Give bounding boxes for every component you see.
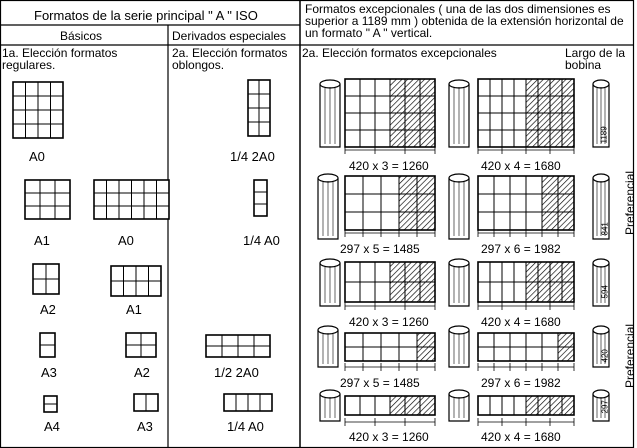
exc-row4-right-cell	[542, 333, 558, 347]
regular-formats-subheading: 1a. Elección formatos regulares.	[2, 46, 118, 72]
basic-a0-right-cell	[132, 180, 145, 193]
roll-length-1189-top	[593, 80, 609, 88]
exc-row1-left-cell	[405, 96, 420, 113]
basic-a1-left-cell	[40, 206, 55, 219]
basic-a0-top-cell	[38, 82, 51, 96]
roll-length-420-top	[593, 326, 609, 334]
derived-quarter-a0-lower-cell	[236, 394, 248, 411]
exc-row1-right-cell	[514, 96, 526, 113]
exc-row2-left-cell	[417, 176, 435, 194]
basic-label-a2-left: A2	[40, 302, 56, 317]
exc-row2-right-cell	[526, 194, 542, 212]
exc-row1-left-cell	[375, 130, 390, 147]
exc-row4-right-cell	[542, 347, 558, 361]
basic-label-a1-right: A1	[126, 302, 142, 317]
exc-row3-left-cell	[405, 282, 420, 302]
exc-row2-left-cell	[417, 194, 435, 212]
basic-a2-right-cell	[126, 333, 141, 345]
derived-quarter-a0-upper-cell	[254, 180, 267, 192]
basic-a0-right-cell	[94, 193, 107, 206]
exc-row2-right-cell	[558, 176, 574, 194]
basic-a0-right-cell	[94, 180, 107, 193]
basic-a0-top-cell	[38, 124, 51, 138]
exc-row1-left-cell	[345, 96, 360, 113]
exc-row1-right-cell	[526, 113, 538, 130]
preferencial-label-lower: Preferencial	[623, 323, 637, 388]
exc-row1-right-cell	[478, 130, 490, 147]
exc-row1-right-cell	[490, 79, 502, 96]
exc-row1-left-cell	[360, 130, 375, 147]
roll-row3-right-top	[449, 259, 469, 267]
exc-row2-left-cell	[381, 194, 399, 212]
derived-half-2a0-cell	[206, 346, 222, 357]
roll-row3-left-top	[320, 259, 340, 267]
exc-row2-right-cell	[558, 194, 574, 212]
basic-a0-top-cell	[38, 96, 51, 110]
exc-row2-right-cell	[526, 212, 542, 230]
exc-row2-right-cell	[526, 176, 542, 194]
exc-row1-right-cell	[562, 113, 574, 130]
derived-quarter-2a0-cell	[259, 94, 270, 108]
exc-row3-left-cell	[375, 262, 390, 282]
exc-row4-right-cell	[478, 333, 494, 347]
basic-a0-top-cell	[13, 96, 26, 110]
exc-row3-right-cell	[490, 282, 502, 302]
derived-label-quarter-a0-lower: 1/4 A0	[227, 419, 264, 434]
roll-number-1189: 1189	[599, 126, 609, 144]
exc-row4-left-cell	[345, 333, 363, 347]
exc-row5-left-cell	[375, 396, 390, 415]
basic-a0-right-cell	[107, 206, 120, 219]
exc-row2-right-cell	[542, 212, 558, 230]
exc-row4-left-cell	[399, 333, 417, 347]
exc-row1-left-cell	[405, 79, 420, 96]
basic-a0-top-cell	[26, 124, 39, 138]
exc-row3-right-cell	[502, 282, 514, 302]
exc-row2-right-cell	[510, 212, 526, 230]
basic-a0-right-cell	[157, 180, 170, 193]
exc-row2-left-cell	[363, 176, 381, 194]
dim-label-row4-right: 297 x 6 = 1982	[481, 376, 561, 390]
exc-row1-left-cell	[390, 113, 405, 130]
exc-row2-left-cell	[381, 212, 399, 230]
exc-row5-left-cell	[360, 396, 375, 415]
exc-row4-right-cell	[478, 347, 494, 361]
basic-a1-left-cell	[55, 206, 70, 219]
basic-a1-right-cell	[136, 281, 149, 296]
exc-row4-left-cell	[417, 333, 435, 347]
basic-a1-left-cell	[25, 193, 40, 206]
derived-quarter-2a0-cell	[248, 94, 259, 108]
basic-a2-left-cell	[46, 264, 59, 279]
exc-row1-right-cell	[502, 113, 514, 130]
basic-a0-right-cell	[107, 193, 120, 206]
derived-quarter-a0-lower-cell	[248, 394, 260, 411]
exc-row1-right-cell	[538, 113, 550, 130]
exc-row4-left-cell	[399, 347, 417, 361]
exc-row2-right-cell	[478, 194, 494, 212]
exc-row3-right-cell	[538, 262, 550, 282]
exc-row1-left-cell	[420, 79, 435, 96]
exceptional-heading: Formatos excepcionales ( una de las dos dimensiones es superior a 1189 mm ) obtenida de la extensión horizontal de un formato " A " vertical.	[305, 2, 624, 40]
exc-row4-left-cell	[381, 333, 399, 347]
exc-row1-right-cell	[502, 79, 514, 96]
exc-row1-right-cell	[550, 113, 562, 130]
exc-row3-right-cell	[550, 262, 562, 282]
exc-row2-right-cell	[494, 176, 510, 194]
exc-row1-right-cell	[490, 96, 502, 113]
basic-a3-left-cell	[40, 345, 55, 357]
derived-quarter-2a0-cell	[248, 108, 259, 122]
exc-row5-right-cell	[538, 396, 550, 415]
exc-row4-right-cell	[526, 347, 542, 361]
basic-a0-right-cell	[157, 206, 170, 219]
roll-row4-right-top	[449, 326, 469, 334]
derived-half-2a0-cell	[222, 346, 238, 357]
basic-a0-right-cell	[157, 193, 170, 206]
basic-a0-right-cell	[144, 180, 157, 193]
basic-a0-top-cell	[13, 110, 26, 124]
basic-a2-right-cell	[126, 345, 141, 357]
exc-row2-right-cell	[494, 194, 510, 212]
exc-row2-right-cell	[494, 212, 510, 230]
exc-row4-left-cell	[417, 347, 435, 361]
exc-row1-left-cell	[375, 113, 390, 130]
roll-number-594: 594	[600, 285, 610, 299]
dim-label-row5-right: 420 x 4 = 1680	[481, 430, 561, 444]
exc-row1-right-cell	[538, 96, 550, 113]
exc-row4-right-cell	[494, 333, 510, 347]
derived-quarter-a0-upper-cell	[254, 192, 267, 204]
exc-row1-left-cell	[360, 96, 375, 113]
exc-row2-left-cell	[345, 176, 363, 194]
derived-label-half-2a0: 1/2 2A0	[214, 365, 259, 380]
roll-row5-right-top	[449, 390, 469, 398]
derived-quarter-a0-lower-cell	[224, 394, 236, 411]
exc-row4-left-cell	[363, 347, 381, 361]
exc-row2-right-cell	[558, 212, 574, 230]
basic-label-a0-right: A0	[118, 233, 134, 248]
roll-row5-left-top	[320, 390, 340, 398]
exc-row5-left-cell	[420, 396, 435, 415]
exc-row1-right-cell	[478, 96, 490, 113]
exc-row4-right-cell	[526, 333, 542, 347]
exc-row2-right-cell	[478, 212, 494, 230]
exc-row1-right-cell	[550, 96, 562, 113]
basic-a1-right-cell	[149, 281, 162, 296]
exc-row3-right-cell	[526, 262, 538, 282]
exc-row4-left-cell	[363, 333, 381, 347]
derived-quarter-2a0-cell	[248, 122, 259, 136]
exc-row1-right-cell	[514, 130, 526, 147]
exc-row3-left-cell	[420, 282, 435, 302]
exc-row1-right-cell	[526, 79, 538, 96]
dim-label-row2-right: 297 x 6 = 1982	[481, 242, 561, 256]
basic-a0-right-cell	[132, 193, 145, 206]
exc-row1-right-cell	[490, 130, 502, 147]
exc-row5-right-cell	[478, 396, 490, 415]
exc-row1-left-cell	[420, 113, 435, 130]
dim-label-row1-left: 420 x 3 = 1260	[349, 159, 429, 173]
basic-a1-right-cell	[136, 266, 149, 281]
exceptional-formats-subheading: 2a. Elección formatos excepcionales	[302, 46, 497, 60]
exc-row2-left-cell	[417, 212, 435, 230]
roll-number-841: 841	[600, 222, 610, 236]
exc-row1-left-cell	[375, 96, 390, 113]
exc-row5-left-cell	[390, 396, 405, 415]
basic-a3-right-cell	[134, 394, 146, 411]
exc-row4-left-cell	[381, 347, 399, 361]
basic-a4-left-cell	[44, 404, 57, 412]
basic-a0-top-cell	[26, 110, 39, 124]
roll-row1-right-top	[449, 80, 469, 88]
exc-row1-right-cell	[550, 79, 562, 96]
basic-label-a1-left: A1	[34, 233, 50, 248]
exc-row3-left-cell	[375, 282, 390, 302]
basic-a0-top-cell	[26, 96, 39, 110]
exc-row1-right-cell	[502, 96, 514, 113]
derived-half-2a0-cell	[206, 335, 222, 346]
basic-a0-right-cell	[119, 193, 132, 206]
basic-a1-left-cell	[25, 206, 40, 219]
exc-row1-left-cell	[345, 79, 360, 96]
basic-label-a3-left: A3	[41, 365, 57, 380]
basic-a3-left-cell	[40, 333, 55, 345]
exc-row2-left-cell	[399, 212, 417, 230]
basic-a0-right-cell	[119, 206, 132, 219]
exc-row3-left-cell	[345, 282, 360, 302]
exc-row3-left-cell	[345, 262, 360, 282]
basic-label-a4-left: A4	[44, 419, 60, 434]
derived-half-2a0-cell	[254, 346, 270, 357]
exc-row3-left-cell	[390, 282, 405, 302]
basic-a0-top-cell	[51, 96, 64, 110]
derived-quarter-a0-upper-cell	[254, 204, 267, 216]
basic-a0-top-cell	[51, 124, 64, 138]
basic-a0-top-cell	[51, 82, 64, 96]
basic-a1-left-cell	[25, 180, 40, 193]
roll-length-841-top	[593, 174, 609, 182]
exc-row1-right-cell	[562, 79, 574, 96]
roll-length-594-top	[593, 259, 609, 267]
basic-a2-left-cell	[33, 264, 46, 279]
basic-a0-right-cell	[119, 180, 132, 193]
basic-a0-top-cell	[13, 124, 26, 138]
exc-row1-right-cell	[478, 79, 490, 96]
oblong-formats-subheading: 2a. Elección formatos oblongos.	[172, 46, 288, 72]
basic-label-a0-top: A0	[29, 149, 45, 164]
exc-row2-left-cell	[399, 194, 417, 212]
exc-row1-left-cell	[420, 130, 435, 147]
basic-a1-left-cell	[40, 193, 55, 206]
exc-row2-left-cell	[363, 194, 381, 212]
basic-heading: Básicos	[60, 29, 103, 43]
derived-heading: Derivados especiales	[172, 29, 287, 43]
exc-row5-left-cell	[405, 396, 420, 415]
basic-a1-left-cell	[55, 180, 70, 193]
derived-half-2a0-cell	[254, 335, 270, 346]
exc-row5-right-cell	[514, 396, 526, 415]
exc-row3-right-cell	[478, 262, 490, 282]
dim-label-row4-left: 297 x 5 = 1485	[340, 376, 420, 390]
exc-row2-left-cell	[399, 176, 417, 194]
exc-row1-left-cell	[375, 79, 390, 96]
exc-row2-right-cell	[510, 176, 526, 194]
exc-row1-left-cell	[345, 130, 360, 147]
dim-label-row5-left: 420 x 3 = 1260	[349, 430, 429, 444]
basic-a0-right-cell	[132, 206, 145, 219]
basic-a3-right-cell	[146, 394, 158, 411]
basic-a0-top-cell	[13, 82, 26, 96]
exc-row2-right-cell	[542, 176, 558, 194]
exc-row3-right-cell	[526, 282, 538, 302]
exc-row1-right-cell	[526, 96, 538, 113]
exc-row3-right-cell	[562, 282, 574, 302]
exc-row4-right-cell	[494, 347, 510, 361]
exc-row4-right-cell	[510, 347, 526, 361]
exc-row1-right-cell	[538, 130, 550, 147]
exc-row2-left-cell	[363, 212, 381, 230]
exc-row2-left-cell	[345, 194, 363, 212]
exc-row1-left-cell	[405, 130, 420, 147]
basic-a2-right-cell	[141, 345, 156, 357]
basic-a2-right-cell	[141, 333, 156, 345]
exc-row1-left-cell	[420, 96, 435, 113]
exc-row3-left-cell	[405, 262, 420, 282]
exc-row1-right-cell	[502, 130, 514, 147]
exc-row3-left-cell	[360, 262, 375, 282]
derived-quarter-2a0-cell	[248, 80, 259, 94]
derived-half-2a0-cell	[238, 335, 254, 346]
exc-row3-left-cell	[360, 282, 375, 302]
derived-quarter-2a0-cell	[259, 80, 270, 94]
exc-row3-right-cell	[502, 262, 514, 282]
preferencial-label-upper: Preferencial	[623, 170, 637, 235]
exc-row2-right-cell	[478, 176, 494, 194]
derived-label-quarter-a0-upper: 1/4 A0	[243, 233, 280, 248]
basic-a2-left-cell	[33, 279, 46, 294]
derived-half-2a0-cell	[238, 346, 254, 357]
exc-row5-left-cell	[345, 396, 360, 415]
exc-row3-right-cell	[514, 282, 526, 302]
exc-row1-right-cell	[478, 113, 490, 130]
basic-a1-right-cell	[111, 266, 124, 281]
basic-a1-right-cell	[149, 266, 162, 281]
roll-row1-left-top	[320, 80, 340, 88]
exc-row4-right-cell	[558, 333, 574, 347]
exc-row3-left-cell	[390, 262, 405, 282]
derived-quarter-a0-lower-cell	[260, 394, 272, 411]
exc-row1-left-cell	[360, 79, 375, 96]
exc-row1-right-cell	[538, 79, 550, 96]
basic-a0-right-cell	[107, 180, 120, 193]
basic-a2-left-cell	[46, 279, 59, 294]
exc-row5-right-cell	[550, 396, 562, 415]
exc-row4-right-cell	[558, 347, 574, 361]
exc-row1-left-cell	[390, 96, 405, 113]
dim-label-row1-right: 420 x 4 = 1680	[481, 159, 561, 173]
exc-row1-right-cell	[514, 79, 526, 96]
basic-a4-left-cell	[44, 396, 57, 404]
basic-a1-left-cell	[40, 180, 55, 193]
exc-row1-right-cell	[526, 130, 538, 147]
basic-a0-right-cell	[144, 193, 157, 206]
basic-a0-right-cell	[94, 206, 107, 219]
basic-a1-right-cell	[124, 281, 137, 296]
exc-row1-right-cell	[550, 130, 562, 147]
derived-quarter-2a0-cell	[259, 122, 270, 136]
exc-row2-right-cell	[542, 194, 558, 212]
basic-a1-right-cell	[111, 281, 124, 296]
roll-row2-right-top	[449, 174, 469, 182]
basic-a0-top-cell	[26, 82, 39, 96]
exc-row1-left-cell	[360, 113, 375, 130]
basic-label-a3-right: A3	[137, 419, 153, 434]
exc-row2-left-cell	[345, 212, 363, 230]
exc-row3-right-cell	[490, 262, 502, 282]
main-series-heading: Formatos de la serie principal " A " ISO	[34, 8, 258, 23]
basic-a0-top-cell	[51, 110, 64, 124]
exc-row1-right-cell	[562, 96, 574, 113]
exc-row1-left-cell	[390, 79, 405, 96]
basic-a0-top-cell	[38, 110, 51, 124]
exc-row3-right-cell	[550, 282, 562, 302]
dim-label-row3-left: 420 x 3 = 1260	[349, 315, 429, 329]
exc-row1-left-cell	[345, 113, 360, 130]
basic-a1-right-cell	[124, 266, 137, 281]
exc-row3-right-cell	[538, 282, 550, 302]
roll-length-heading: Largo de la bobina	[565, 46, 626, 72]
derived-label-quarter-2a0: 1/4 2A0	[230, 149, 275, 164]
derived-quarter-2a0-cell	[259, 108, 270, 122]
exc-row3-right-cell	[514, 262, 526, 282]
roll-number-297: 297	[600, 400, 610, 414]
basic-label-a2-right: A2	[134, 365, 150, 380]
exc-row1-left-cell	[405, 113, 420, 130]
exc-row4-left-cell	[345, 347, 363, 361]
exc-row5-right-cell	[502, 396, 514, 415]
dim-label-row3-right: 420 x 4 = 1680	[481, 315, 561, 329]
basic-a1-left-cell	[55, 193, 70, 206]
roll-row2-left-top	[318, 174, 338, 182]
dim-label-row2-left: 297 x 5 = 1485	[340, 242, 420, 256]
exc-row3-left-cell	[420, 262, 435, 282]
derived-half-2a0-cell	[222, 335, 238, 346]
exc-row1-right-cell	[562, 130, 574, 147]
exc-row1-right-cell	[490, 113, 502, 130]
roll-number-420: 420	[600, 349, 610, 363]
exc-row1-left-cell	[390, 130, 405, 147]
exc-row5-right-cell	[490, 396, 502, 415]
exc-row1-right-cell	[514, 113, 526, 130]
exc-row2-right-cell	[510, 194, 526, 212]
exc-row3-right-cell	[478, 282, 490, 302]
exc-row3-right-cell	[562, 262, 574, 282]
exc-row2-left-cell	[381, 176, 399, 194]
basic-a0-right-cell	[144, 206, 157, 219]
exc-row5-right-cell	[562, 396, 574, 415]
exc-row5-right-cell	[526, 396, 538, 415]
exc-row4-right-cell	[510, 333, 526, 347]
roll-row4-left-top	[318, 326, 338, 334]
